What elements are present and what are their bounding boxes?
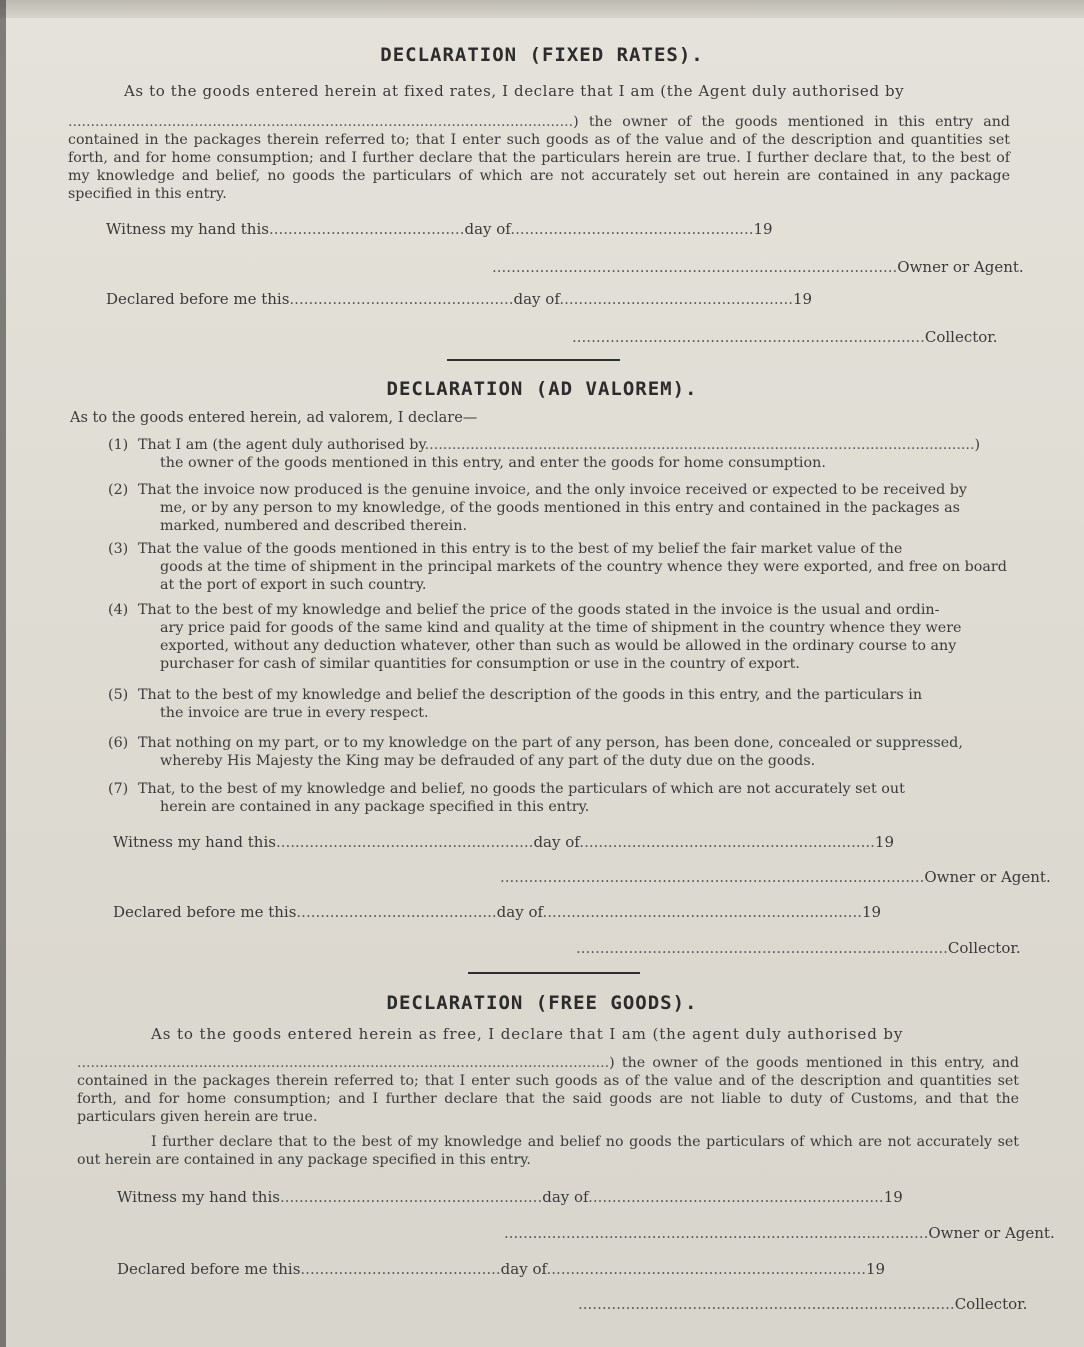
ad-valorem-witness-day-blank[interactable]: ...................................................... (275, 833, 534, 851)
fixed-owner-line (492, 258, 1024, 276)
fixed-day-of-label: day of (464, 220, 511, 238)
free-intro-rest: ) the owner of the goods mentioned in this entry, and contained in the packages therein referred to; that I enter such goods as of the value and of the description and quantities set forth, and for home consumption; and I further declare that the said goods are not liable to duty of Customs, and that the particulars given herein are true. (77, 1055, 1019, 1125)
free-witness-day-blank[interactable]: ....................................................... (279, 1188, 543, 1206)
item-number: (3) (108, 541, 129, 557)
ad-valorem-owner-signature-blank[interactable]: ......................................................................................... (500, 868, 925, 886)
fixed-declared-year-label: 19 (793, 290, 813, 308)
ad-valorem-collector-label: Collector. (947, 939, 1021, 957)
fixed-declared-line (106, 290, 812, 308)
ad-valorem-item-4 (108, 601, 1013, 673)
ad-valorem-collector-line (576, 939, 1021, 957)
ad-valorem-declared-day-blank[interactable]: .......................................... (296, 903, 497, 921)
ad-valorem-declared-label: Declared before me this (113, 903, 297, 921)
free-owner-label: Owner or Agent. (928, 1224, 1055, 1242)
item-continuation: the invoice are true in every respect. (160, 705, 429, 721)
fixed-collector-line (572, 328, 998, 346)
ad-valorem-item-2 (108, 481, 1013, 535)
free-intro-line1: As to the goods entered herein as free, I declare that I am (the agent duly authorised by (151, 1025, 904, 1043)
item-number: (4) (108, 602, 129, 618)
free-collector-signature-blank[interactable]: ............................................................................... (578, 1295, 955, 1313)
free-declared-day-of-label: day of (500, 1260, 547, 1278)
ad-valorem-declared-line (113, 903, 881, 921)
item-number: (5) (108, 687, 129, 703)
free-declared-label: Declared before me this (117, 1260, 301, 1278)
fixed-authorised-by-blank[interactable]: ................................................................................................................ (68, 114, 574, 130)
free-paragraph-2 (77, 1133, 1019, 1169)
item-first-line: That, to the best of my knowledge and belief, no goods the particulars of which are not accurately set out (138, 781, 905, 797)
free-authorised-by-blank[interactable]: ...................................................................................................................... (77, 1055, 610, 1071)
heading-ad-valorem: DECLARATION (AD VALOREM). (386, 378, 698, 400)
item-continuation: ary price paid for goods of the same kind and quality at the time of shipment in the country whence they were exported, without any deduction whatever, other than such as would be allowed in the ordinary course to any purchaser for cash of similar quantities for consumption or use in the country of export. (160, 620, 962, 672)
free-declared-day-blank[interactable]: .......................................... (300, 1260, 501, 1278)
ad-valorem-declared-year-label: 19 (861, 903, 882, 921)
free-day-of-label: day of (542, 1188, 589, 1206)
item-first-line: That to the best of my knowledge and belief the price of the goods stated in the invoice is the usual and ordin- (138, 602, 940, 618)
ad-valorem-witness-month-blank[interactable]: .............................................................. (579, 833, 875, 851)
fixed-intro-line1: As to the goods entered herein at fixed rates, I declare that I am (the Agent duly authorised by (124, 82, 905, 100)
fixed-witness-line (106, 220, 773, 238)
fixed-witness-day-blank[interactable]: ......................................... (268, 220, 465, 238)
ad-valorem-item-6 (108, 734, 1013, 770)
ad-valorem-item-1: (1) That I am (the agent duly authorised by.........................................................................................................................) the owner of the goods mentioned in this entry, and enter the goods for home consumption. (108, 436, 1013, 472)
fixed-declared-label: Declared before me this (106, 290, 290, 308)
ad-valorem-witness-label: Witness my hand this (113, 833, 276, 851)
ad-valorem-owner-label: Owner or Agent. (924, 868, 1051, 886)
fixed-owner-signature-blank[interactable]: ..................................................................................... (492, 258, 898, 276)
item-first-line: That the invoice now produced is the genuine invoice, and the only invoice received or expected to be received by (138, 482, 968, 498)
ad-valorem-witness-line (113, 833, 894, 851)
ad-valorem-item-5 (108, 686, 1013, 722)
item-number: (6) (108, 735, 129, 751)
fixed-intro-rest: ) the owner of the goods mentioned in this entry and contained in the packages therein referred to; that I enter such goods as of the value and of the description and quantities set forth, and for home consumption; and I further declare that the particulars herein are true. I further declare that, to the best of my knowledge and belief, no goods the particulars of which are not accurately set out herein are contained in any package specified in this entry. (68, 114, 1010, 202)
item-first-line: That the value of the goods mentioned in this entry is to the best of my belief the fair market value of the (138, 541, 903, 557)
item-continuation: the owner of the goods mentioned in this entry, and enter the goods for home consumption. (160, 455, 826, 471)
divider-rule (447, 359, 620, 361)
fixed-declared-day-blank[interactable]: ............................................... (289, 290, 514, 308)
fixed-intro-paragraph (68, 113, 1010, 203)
item-continuation: me, or by any person to my knowledge, of the goods mentioned in this entry and contained in the packages as marked, numbered and described therein. (160, 500, 960, 534)
fixed-collector-signature-blank[interactable]: .......................................................................... (572, 328, 925, 346)
ad-valorem-declared-month-blank[interactable]: ................................................................... (542, 903, 862, 921)
fixed-owner-label: Owner or Agent. (897, 258, 1024, 276)
paper-top-edge (0, 0, 1084, 18)
free-owner-line (504, 1224, 1055, 1242)
free-witness-month-blank[interactable]: .............................................................. (588, 1188, 884, 1206)
item-first-line: That nothing on my part, or to my knowledge on the part of any person, has been done, concealed or suppressed, (138, 735, 963, 751)
ad-valorem-intro: As to the goods entered herein, ad valorem, I declare— (70, 410, 478, 426)
fixed-declared-month-blank[interactable]: ................................................. (559, 290, 793, 308)
item-first-line: That to the best of my knowledge and belief the description of the goods in this entry, and the particulars in (138, 687, 923, 703)
agent-authorised-by-blank[interactable]: ......................................................................................................................... (424, 437, 975, 453)
free-intro-paragraph (77, 1054, 1019, 1126)
fixed-collector-label: Collector. (924, 328, 998, 346)
ad-valorem-day-of-label: day of (533, 833, 580, 851)
ad-valorem-collector-signature-blank[interactable]: .............................................................................. (576, 939, 948, 957)
heading-free-goods: DECLARATION (FREE GOODS). (386, 992, 698, 1014)
ad-valorem-item-3 (108, 540, 1013, 594)
divider-rule (468, 972, 640, 974)
free-collector-label: Collector. (954, 1295, 1028, 1313)
fixed-witness-month-blank[interactable]: ................................................... (510, 220, 754, 238)
item-continuation: herein are contained in any package specified in this entry. (160, 799, 590, 815)
fixed-witness-label: Witness my hand this (106, 220, 269, 238)
item-number: (2) (108, 482, 129, 498)
free-collector-line (578, 1295, 1027, 1313)
free-declared-month-blank[interactable]: ................................................................... (546, 1260, 866, 1278)
item-continuation: goods at the time of shipment in the principal markets of the country whence they were exported, and free on board at the port of export in such country. (160, 559, 1007, 593)
free-declared-line (117, 1260, 885, 1278)
item-first-line: That I am (the agent duly authorised by (138, 437, 425, 453)
free-owner-signature-blank[interactable]: ......................................................................................... (504, 1224, 929, 1242)
fixed-year-label: 19 (753, 220, 773, 238)
ad-valorem-year-label: 19 (874, 833, 895, 851)
item-number: (7) (108, 781, 129, 797)
free-witness-label: Witness my hand this (117, 1188, 280, 1206)
free-declared-year-label: 19 (865, 1260, 886, 1278)
ad-valorem-owner-line (500, 868, 1051, 886)
fixed-declared-day-of-label: day of (513, 290, 560, 308)
item-number: (1) (108, 437, 129, 453)
heading-fixed-rates: DECLARATION (FIXED RATES). (380, 44, 704, 66)
ad-valorem-declared-day-of-label: day of (496, 903, 543, 921)
free-year-label: 19 (883, 1188, 903, 1206)
item-continuation: whereby His Majesty the King may be defrauded of any part of the duty due on the goods. (160, 753, 816, 769)
paper-left-edge (0, 0, 6, 1347)
ad-valorem-item-7 (108, 780, 1013, 816)
free-witness-line (117, 1188, 903, 1206)
free-para2-text: I further declare that to the best of my knowledge and belief no goods the particulars of which are not accurately set out herein are contained in any package specified in this entry. (77, 1134, 1019, 1168)
